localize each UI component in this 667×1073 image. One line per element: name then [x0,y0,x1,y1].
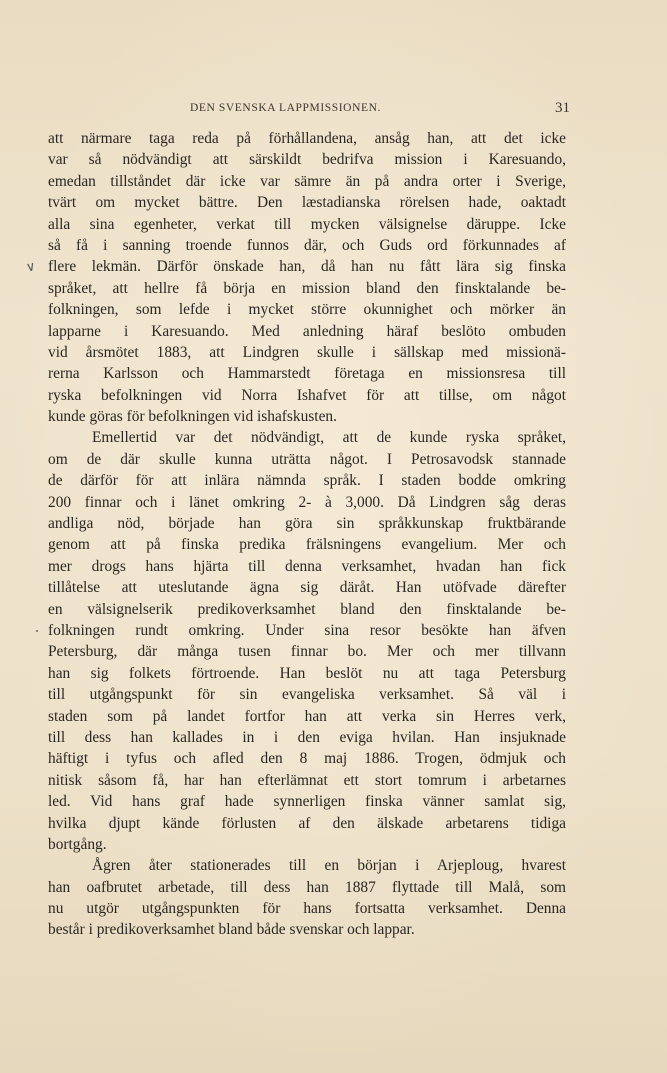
text-line: han sig folkets förtroende. Han beslöt nu att taga Petersburg [48,664,566,682]
text-line: ryska befolkningen vid Norra Ishafvet för att tillse, om något [48,386,566,404]
page-number: 31 [555,100,570,116]
text-line: flere lekmän. Därför önskade han, då han nu fått lära sig finska [48,258,566,276]
paragraph-2 [48,427,566,855]
text-line: han oafbrutet arbetade, till dess han 1887 flyttade till Malå, som [48,878,566,896]
paragraph-3 [48,855,566,941]
text-line: andliga nöd, började han göra sin språkkunskap fruktbärande [48,515,566,533]
text-line: tvärt om mycket bättre. Den læstadianska rörelsen hade, oaktadt [48,194,566,212]
text-line: tillåtelse att uteslutande ägna sig däråt. Han utöfvade därefter [48,579,566,597]
text-line: till utgångspunkt för sin evangeliska verksamhet. Så väl i [48,686,566,704]
text-line: genom att på finska predika frälsningens evangelium. Mer och [48,536,566,554]
text-line: Petersburg, där många tusen finnar bo. Mer och mer tillvann [48,643,566,661]
text-line: vid årsmötet 1883, att Lindgren skulle i sällskap med missionä- [48,343,566,361]
text-line: 200 finnar och i länet omkring 2- à 3,000. Då Lindgren såg deras [48,493,566,511]
text-line: språket, att hellre få börja en mission bland den finsktalande be- [48,279,566,297]
text-line: mer drogs hans hjärta till denna verksamhet, hvadan han fick [48,557,566,575]
text-line: nitisk såsom få, har han efterlämnat ett stort tomrum i arbetarnes [48,771,566,789]
text-line: nu utgör utgångspunkten för hans fortsatta verksamhet. Denna [48,900,566,918]
text-line: folkningen rundt omkring. Under sina resor besökte han äfven [48,621,566,639]
text-line: Ågren åter stationerades till en början i Arjeploug, hvarest [92,857,566,875]
text-line: Emellertid var det nödvändigt, att de kunde ryska språket, [92,429,566,447]
text-line: led. Vid hans graf hade synnerligen finska vänner samlat sig, [48,793,566,811]
running-head: DEN SVENSKA LAPPMISSIONEN. [190,102,381,114]
text-line: alla sina egenheter, verkat till mycken välsignelse däruppe. Icke [48,215,566,233]
text-line: till dess han kallades in i den eviga hvilan. Han insjuknade [48,728,566,746]
text-line: så få i sanning troende funnos där, och Guds ord förkunnades af [48,236,566,254]
margin-dot [36,630,38,632]
text-line: emedan tillståndet där icke var sämre än på andra orter i Sverige, [48,172,566,190]
text-line: de därför för att inlära nämnda språk. I staden bodde omkring [48,472,566,490]
paragraph-1 [48,128,566,427]
text-line: kunde göras för befolkningen vid ishafskusten. [48,408,337,426]
text-line: en välsignelserik predikoverksamhet bland den finsktalande be- [48,600,566,618]
text-line: bortgång. [48,835,107,853]
text-line: häftigt i tyfus och afled den 8 maj 1886. Trogen, ödmjuk och [48,750,566,768]
text-line: att närmare taga reda på förhållandena, ansåg han, att det icke [48,130,566,147]
body-text [48,128,566,941]
text-line: rerna Karlsson och Hammarstedt företaga en missionsresa till [48,365,566,383]
text-line: lapparne i Karesuando. Med anledning häraf beslöto ombuden [48,322,566,340]
text-line: staden som på landet fortfor han att verka sin Herres verk, [48,707,566,725]
margin-pencil-mark: ∨ [24,258,37,275]
text-line: består i predikoverksamhet bland både svenskar och lappar. [48,921,415,939]
text-line: om de där skulle kunna uträtta något. I Petrosavodsk stannade [48,450,566,468]
text-line: var så nödvändigt att särskildt bedrifva mission i Karesuando, [48,151,566,169]
text-line: hvilka djupt kände förlusten af den älskade arbetarens tidiga [48,814,566,832]
page-header [48,102,570,122]
text-line: folkningen, som lefde i mycket större okunnighet och mörker än [48,301,566,319]
